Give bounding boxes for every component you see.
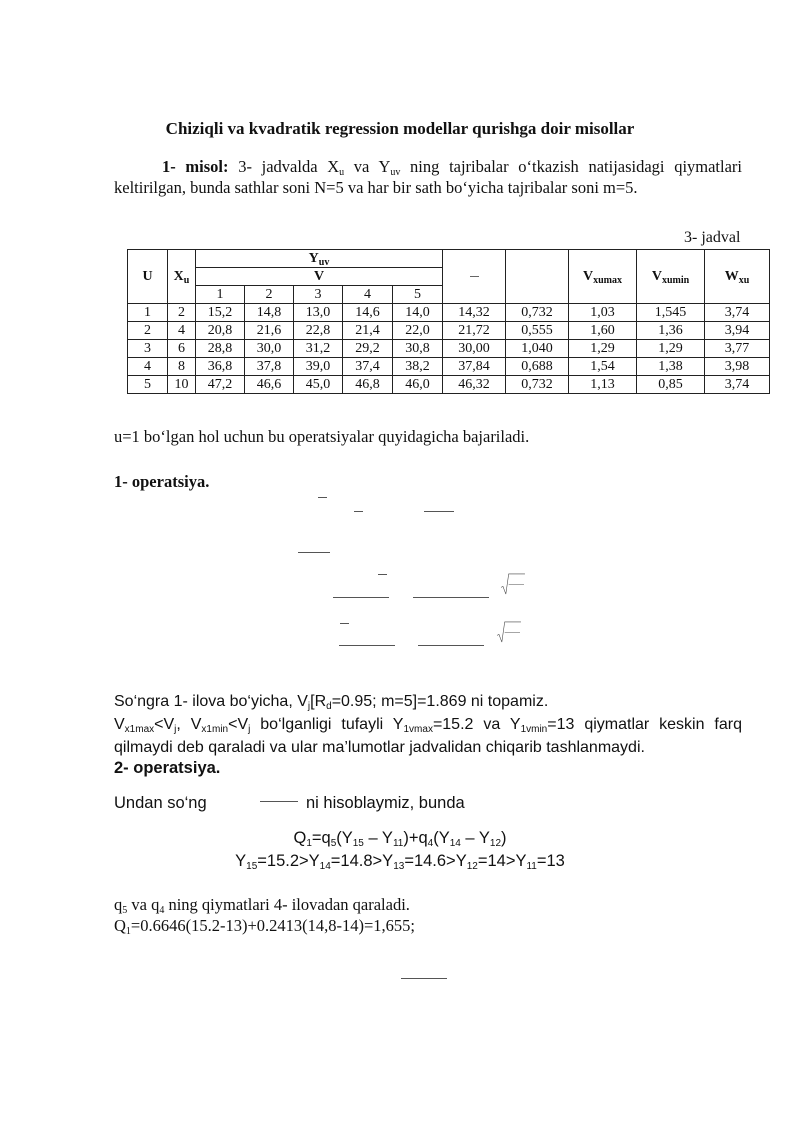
sqrt-symbol bbox=[484, 621, 534, 643]
header-vxumax: $V_{xumax}$ bbox=[569, 250, 637, 304]
formula-stroke bbox=[260, 801, 298, 802]
table-cell: 6 bbox=[168, 340, 196, 358]
header-xu: $X_u$ bbox=[168, 250, 196, 304]
table-cell: 39,0 bbox=[294, 358, 343, 376]
operation-1-heading: 1- operatsiya. bbox=[114, 472, 210, 491]
table-cell: 1 bbox=[128, 304, 168, 322]
header-v-col: 2 bbox=[245, 286, 294, 304]
table-cell: 46,6 bbox=[245, 376, 294, 394]
table-cell: 36,8 bbox=[196, 358, 245, 376]
data-table bbox=[127, 249, 770, 394]
formula-stroke bbox=[298, 552, 330, 553]
table-row bbox=[128, 340, 770, 358]
table-cell: 21,72 bbox=[443, 322, 506, 340]
outlier-conclusion: $V_{x1max}<V_j$, $V_{x1min}<V_j$ bo‘lganligi tufayli $Y_{1vmax}=15.2$ va $Y_{1vmin}=13$ qiymatlar keskin farq qilmaydi deb qaraladi va ular ma’lumotlar jadvalidan chiqarib tashlanmaydi. bbox=[114, 716, 742, 756]
table-cell: 3,77 bbox=[705, 340, 770, 358]
table-cell: 31,2 bbox=[294, 340, 343, 358]
formula-stroke bbox=[424, 511, 454, 512]
table-cell: 3 bbox=[128, 340, 168, 358]
table-cell: 1,13 bbox=[569, 376, 637, 394]
header-v-col: 3 bbox=[294, 286, 343, 304]
table-cell: 5 bbox=[128, 376, 168, 394]
table-cell: 45,0 bbox=[294, 376, 343, 394]
table-cell: 47,2 bbox=[196, 376, 245, 394]
table-cell: 28,8 bbox=[196, 340, 245, 358]
formula-stroke bbox=[378, 574, 387, 575]
table-row bbox=[128, 322, 770, 340]
table-cell: 30,00 bbox=[443, 340, 506, 358]
formula-y-order: $Y_{15}=15.2>Y_{14}=14.8>Y_{13}=14.6>Y_{12}=14>Y_{11}=13$ bbox=[235, 852, 565, 872]
table-cell: 1,03 bbox=[569, 304, 637, 322]
table-caption: 3- jadval bbox=[684, 229, 741, 246]
table-header-row-1 bbox=[128, 250, 770, 268]
table-cell: 1,36 bbox=[637, 322, 705, 340]
table-cell: 0,732 bbox=[506, 304, 569, 322]
formula-stroke bbox=[318, 497, 327, 498]
table-cell: 2 bbox=[168, 304, 196, 322]
formula-stroke bbox=[339, 645, 395, 646]
table-cell: 3,74 bbox=[705, 304, 770, 322]
table-cell: 1,29 bbox=[569, 340, 637, 358]
operations-intro: u=1 bo‘lgan hol uchun bu operatsiyalar quyidagicha bajariladi. bbox=[114, 427, 530, 446]
header-yuv: $Y_{uv}$ bbox=[196, 250, 443, 268]
table-body bbox=[128, 304, 770, 394]
q1-calculation: $Q_1=0.6646(15.2-13)+0.2413(14,8-14)=1,655$; bbox=[114, 916, 416, 937]
table-cell: 37,4 bbox=[343, 358, 393, 376]
table-cell: 22,0 bbox=[393, 322, 443, 340]
table-cell: 3,98 bbox=[705, 358, 770, 376]
sqrt-symbol bbox=[488, 573, 538, 595]
intro-paragraph: 1- misol: 3- jadvalda $X_u$ va $Y_{uv}$ ning tajribalar o‘tkazish natijasidagi qiymatlari keltirilgan, bunda sathlar soni N=5 va har bir sath bo‘yicha tajribalar soni m=5. bbox=[114, 157, 743, 197]
formula-stroke bbox=[401, 978, 447, 979]
table-cell: 15,2 bbox=[196, 304, 245, 322]
table-cell: 4 bbox=[168, 322, 196, 340]
table-cell: 46,0 bbox=[393, 376, 443, 394]
table-cell: 20,8 bbox=[196, 322, 245, 340]
table-cell: 1,38 bbox=[637, 358, 705, 376]
formula-stroke bbox=[354, 511, 363, 512]
table-row bbox=[128, 304, 770, 322]
table-cell: 0,85 bbox=[637, 376, 705, 394]
header-v-col: 1 bbox=[196, 286, 245, 304]
table-cell: 3,74 bbox=[705, 376, 770, 394]
table-cell: 10 bbox=[168, 376, 196, 394]
table-cell: 30,0 bbox=[245, 340, 294, 358]
undan-text: Undan so‘ng bbox=[114, 794, 207, 812]
table-cell: 14,6 bbox=[343, 304, 393, 322]
table-cell: 37,8 bbox=[245, 358, 294, 376]
table-cell: 38,2 bbox=[393, 358, 443, 376]
table-cell: 14,0 bbox=[393, 304, 443, 322]
formula-q1: $Q_1=q_5(Y_{15} - Y_{11})+q_4(Y_{14} - Y_{12})$ bbox=[293, 829, 507, 849]
table-cell: 37,84 bbox=[443, 358, 506, 376]
header-mean bbox=[443, 250, 506, 304]
header-vxumin: $V_{xumin}$ bbox=[637, 250, 705, 304]
table-cell: 1,54 bbox=[569, 358, 637, 376]
table-row bbox=[128, 358, 770, 376]
header-u: U bbox=[128, 250, 168, 304]
criterion-paragraph: So‘ngra 1- ilova bo‘yicha, $V_j[R_d=0.95$; m=5]=1.869 ni topamiz. $V_{x1max}<V_j$, $V_{x1min}<V_j$ bo‘lganligi tufayli $Y_{1vmax}=15.2$ va $Y_{1vmin}=13$ qiymatlar keskin farq qilmaydi deb qaraladi va ular ma’lumotlar jadvalidan chiqarib tashlanmaydi. bbox=[114, 690, 742, 759]
table-cell: 0,732 bbox=[506, 376, 569, 394]
table-cell: 30,8 bbox=[393, 340, 443, 358]
header-v: V bbox=[196, 268, 443, 286]
example-label: 1- misol: bbox=[162, 157, 229, 176]
header-wxu: $W_{xu}$ bbox=[705, 250, 770, 304]
table-cell: 46,8 bbox=[343, 376, 393, 394]
formula-stroke bbox=[413, 597, 489, 598]
operation-2-heading: 2- operatsiya. bbox=[114, 759, 221, 777]
table-cell: 1,60 bbox=[569, 322, 637, 340]
table-cell: 3,94 bbox=[705, 322, 770, 340]
table-cell: 1,040 bbox=[506, 340, 569, 358]
table-cell: 2 bbox=[128, 322, 168, 340]
table-cell: 1,29 bbox=[637, 340, 705, 358]
table-cell: 29,2 bbox=[343, 340, 393, 358]
table-cell: 4 bbox=[128, 358, 168, 376]
q-coefficients-note: $q_5$ va $q_4$ ning qiymatlari 4- ilovadan qaraladi. bbox=[114, 895, 410, 916]
document-title: Chiziqli va kvadratik regression modellar qurishga doir misollar bbox=[165, 119, 635, 138]
table-cell: 14,8 bbox=[245, 304, 294, 322]
undan-text-2: ni hisoblaymiz, bunda bbox=[306, 794, 465, 812]
table-cell: 46,32 bbox=[443, 376, 506, 394]
table-cell: 14,32 bbox=[443, 304, 506, 322]
table-cell: 1,545 bbox=[637, 304, 705, 322]
header-v-col: 4 bbox=[343, 286, 393, 304]
header-std bbox=[506, 250, 569, 304]
formula-stroke bbox=[340, 623, 349, 624]
table-cell: 22,8 bbox=[294, 322, 343, 340]
header-v-col: 5 bbox=[393, 286, 443, 304]
formula-stroke bbox=[333, 597, 389, 598]
table-cell: 0,688 bbox=[506, 358, 569, 376]
table-cell: 21,4 bbox=[343, 322, 393, 340]
formula-stroke bbox=[418, 645, 484, 646]
table-cell: 13,0 bbox=[294, 304, 343, 322]
table-row bbox=[128, 376, 770, 394]
table-cell: 8 bbox=[168, 358, 196, 376]
table-cell: 0,555 bbox=[506, 322, 569, 340]
table-cell: 21,6 bbox=[245, 322, 294, 340]
